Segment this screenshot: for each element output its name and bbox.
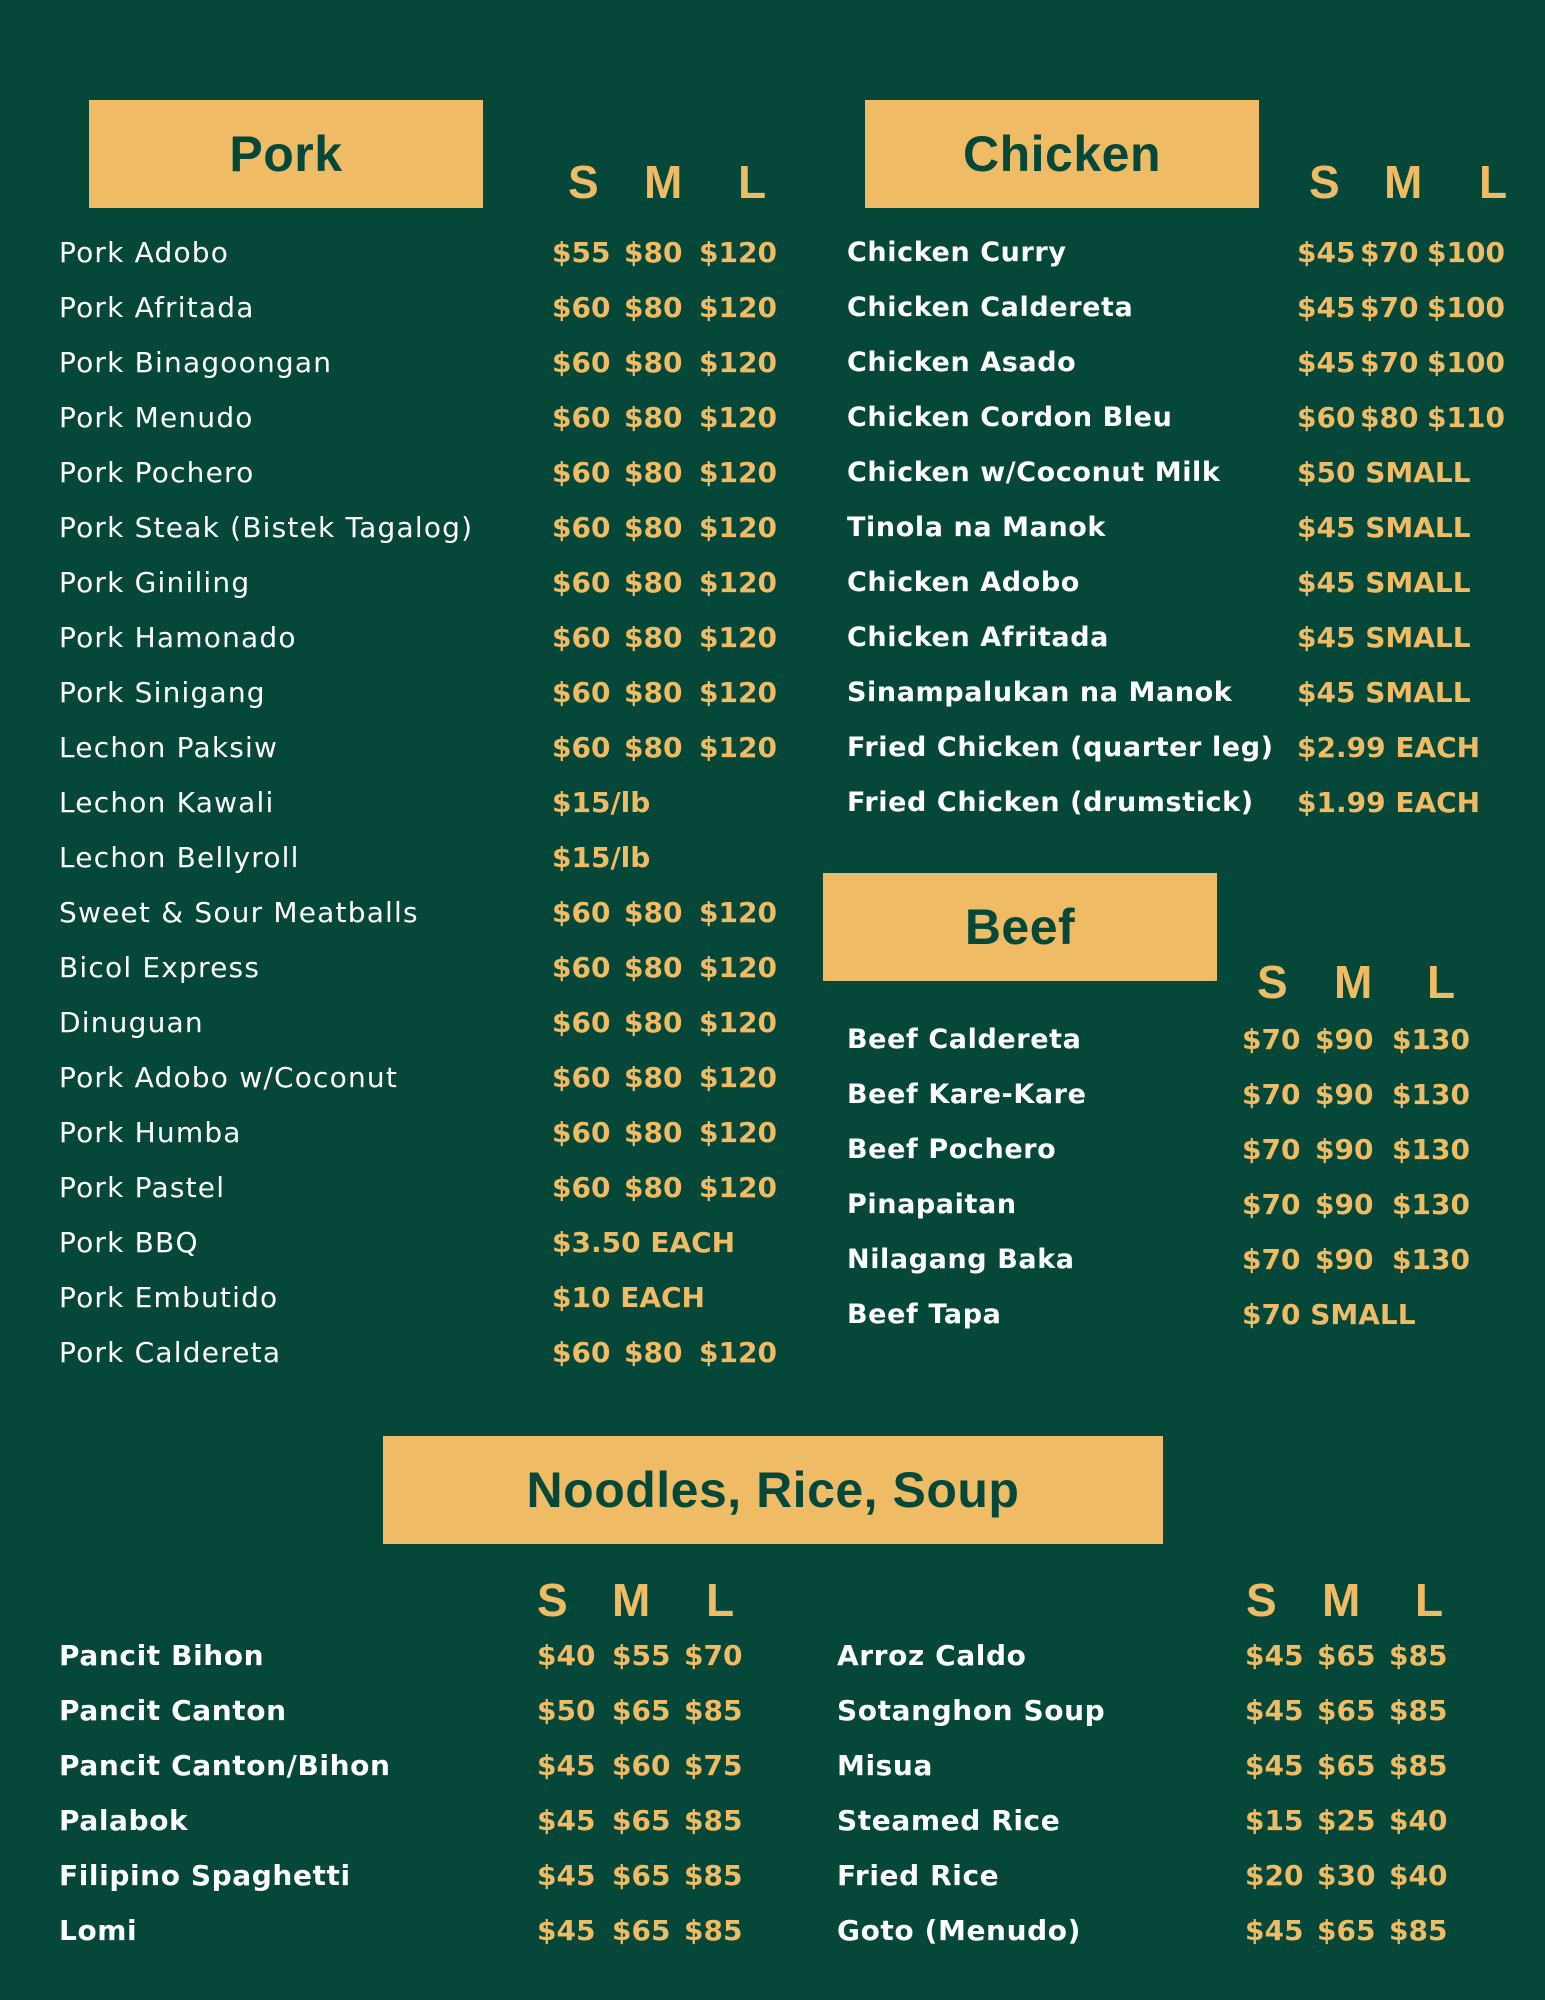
price-s: $60 bbox=[552, 401, 611, 434]
price-l: $120 bbox=[699, 1061, 777, 1094]
price-l: $130 bbox=[1392, 1188, 1470, 1221]
price-l: $120 bbox=[699, 621, 777, 654]
noodles-title: Noodles, Rice, Soup bbox=[526, 1462, 1020, 1518]
item-name: Sweet & Sour Meatballs bbox=[59, 896, 419, 929]
price-m: $80 bbox=[624, 731, 683, 764]
price-m: $65 bbox=[612, 1914, 671, 1947]
item-name: Pork BBQ bbox=[59, 1226, 199, 1259]
item-name: Pork Afritada bbox=[59, 291, 255, 324]
price-l: $120 bbox=[699, 951, 777, 984]
price-s: $45 bbox=[1245, 1639, 1304, 1672]
price-s: $45 bbox=[1297, 291, 1356, 324]
price-l: $130 bbox=[1392, 1133, 1470, 1166]
price-m: $70 bbox=[1360, 346, 1419, 379]
item-name: Lechon Paksiw bbox=[59, 731, 279, 764]
menu-item-row bbox=[59, 1058, 799, 1113]
pork-item-list bbox=[59, 233, 799, 1388]
price-s: $2.99 EACH bbox=[1297, 731, 1481, 764]
price-s: $70 bbox=[1242, 1243, 1301, 1276]
price-s: $60 bbox=[552, 1006, 611, 1039]
menu-item-row bbox=[847, 508, 1507, 563]
price-l: $40 bbox=[1389, 1804, 1448, 1837]
price-s: $60 bbox=[552, 731, 611, 764]
price-l: $120 bbox=[699, 346, 777, 379]
price-l: $120 bbox=[699, 676, 777, 709]
noodles-left-item-list bbox=[59, 1636, 759, 1966]
item-name: Nilagang Baka bbox=[847, 1244, 1075, 1275]
noodles-right-item-list bbox=[837, 1636, 1537, 1966]
menu-item-row bbox=[847, 1295, 1507, 1350]
item-name: Sinampalukan na Manok bbox=[847, 677, 1233, 708]
price-l: $120 bbox=[699, 1116, 777, 1149]
price-s: $70 SMALL bbox=[1242, 1298, 1416, 1331]
price-m: $25 bbox=[1317, 1804, 1376, 1837]
price-s: $15/lb bbox=[552, 786, 651, 819]
menu-item-row bbox=[59, 1691, 759, 1746]
price-m: $60 bbox=[612, 1749, 671, 1782]
size-s: S bbox=[1246, 1574, 1277, 1626]
price-m: $90 bbox=[1315, 1023, 1374, 1056]
price-s: $50 bbox=[537, 1694, 596, 1727]
item-name: Pancit Canton bbox=[59, 1694, 287, 1727]
price-s: $10 EACH bbox=[552, 1281, 705, 1314]
price-l: $100 bbox=[1427, 346, 1505, 379]
price-s: $70 bbox=[1242, 1188, 1301, 1221]
size-l: L bbox=[738, 156, 767, 208]
price-s: $45 SMALL bbox=[1297, 621, 1471, 654]
size-s: S bbox=[1257, 956, 1288, 1008]
price-m: $65 bbox=[1317, 1694, 1376, 1727]
price-l: $120 bbox=[699, 896, 777, 929]
menu-item-row bbox=[847, 783, 1507, 838]
item-name: Tinola na Manok bbox=[847, 512, 1106, 543]
pork-title: Pork bbox=[229, 126, 343, 182]
price-s: $60 bbox=[552, 456, 611, 489]
price-m: $65 bbox=[1317, 1914, 1376, 1947]
price-l: $100 bbox=[1427, 291, 1505, 324]
chicken-title: Chicken bbox=[962, 126, 1161, 182]
price-l: $85 bbox=[1389, 1639, 1448, 1672]
size-m: M bbox=[1334, 956, 1373, 1008]
price-s: $60 bbox=[552, 566, 611, 599]
menu-item-row bbox=[59, 728, 799, 783]
menu-item-row bbox=[59, 1636, 759, 1691]
menu-item-row bbox=[847, 728, 1507, 783]
menu-item-row bbox=[59, 673, 799, 728]
price-m: $80 bbox=[624, 621, 683, 654]
price-l: $110 bbox=[1427, 401, 1505, 434]
price-l: $120 bbox=[699, 291, 777, 324]
size-m: M bbox=[644, 156, 683, 208]
price-l: $120 bbox=[699, 1171, 777, 1204]
price-s: $45 bbox=[537, 1749, 596, 1782]
item-name: Lomi bbox=[59, 1914, 138, 1947]
price-s: $1.99 EACH bbox=[1297, 786, 1481, 819]
price-m: $80 bbox=[1360, 401, 1419, 434]
price-s: $3.50 EACH bbox=[552, 1226, 736, 1259]
menu-item-row bbox=[59, 343, 799, 398]
price-m: $80 bbox=[624, 346, 683, 379]
price-m: $80 bbox=[624, 511, 683, 544]
item-name: Beef Pochero bbox=[847, 1134, 1057, 1165]
price-l: $120 bbox=[699, 566, 777, 599]
price-s: $60 bbox=[552, 511, 611, 544]
item-name: Pork Embutido bbox=[59, 1281, 279, 1314]
beef-title: Beef bbox=[964, 899, 1076, 955]
item-name: Chicken Asado bbox=[847, 347, 1077, 378]
price-l: $130 bbox=[1392, 1023, 1470, 1056]
item-name: Misua bbox=[837, 1749, 933, 1782]
item-name: Filipino Spaghetti bbox=[59, 1859, 351, 1892]
item-name: Sotanghon Soup bbox=[837, 1694, 1106, 1727]
menu-item-row bbox=[847, 1185, 1507, 1240]
item-name: Fried Chicken (quarter leg) bbox=[847, 732, 1274, 763]
menu-item-row bbox=[59, 1333, 799, 1388]
beef-item-list bbox=[847, 1020, 1507, 1350]
menu-item-row bbox=[847, 288, 1507, 343]
price-m: $65 bbox=[1317, 1749, 1376, 1782]
price-s: $60 bbox=[552, 1336, 611, 1369]
size-m: M bbox=[1384, 156, 1423, 208]
size-m: M bbox=[1322, 1574, 1361, 1626]
menu-item-row bbox=[59, 1911, 759, 1966]
item-name: Pork Menudo bbox=[59, 401, 254, 434]
price-s: $60 bbox=[552, 676, 611, 709]
menu-item-row bbox=[847, 1240, 1507, 1295]
price-m: $80 bbox=[624, 1336, 683, 1369]
price-s: $45 SMALL bbox=[1297, 566, 1471, 599]
price-m: $90 bbox=[1315, 1243, 1374, 1276]
menu-item-row bbox=[59, 1223, 799, 1278]
item-name: Pork Caldereta bbox=[59, 1336, 282, 1369]
price-s: $70 bbox=[1242, 1023, 1301, 1056]
price-m: $80 bbox=[624, 676, 683, 709]
price-l: $120 bbox=[699, 456, 777, 489]
price-s: $60 bbox=[552, 1171, 611, 1204]
item-name: Palabok bbox=[59, 1804, 189, 1837]
menu-item-row bbox=[59, 453, 799, 508]
price-l: $120 bbox=[699, 1006, 777, 1039]
price-m: $80 bbox=[624, 1171, 683, 1204]
item-name: Pork Giniling bbox=[59, 566, 251, 599]
menu-item-row bbox=[59, 1003, 799, 1058]
size-l: L bbox=[1479, 156, 1508, 208]
menu-item-row bbox=[837, 1636, 1537, 1691]
price-m: $80 bbox=[624, 291, 683, 324]
price-s: $70 bbox=[1242, 1133, 1301, 1166]
menu-item-row bbox=[837, 1856, 1537, 1911]
price-m: $80 bbox=[624, 1006, 683, 1039]
item-name: Arroz Caldo bbox=[837, 1639, 1027, 1672]
price-s: $45 bbox=[537, 1914, 596, 1947]
price-m: $80 bbox=[624, 1061, 683, 1094]
item-name: Pork Pochero bbox=[59, 456, 255, 489]
price-s: $55 bbox=[552, 236, 611, 269]
menu-item-row bbox=[59, 233, 799, 288]
item-name: Fried Chicken (drumstick) bbox=[847, 787, 1254, 818]
menu-item-row bbox=[837, 1801, 1537, 1856]
menu-item-row bbox=[59, 948, 799, 1003]
price-s: $15/lb bbox=[552, 841, 651, 874]
price-l: $70 bbox=[684, 1639, 743, 1672]
price-l: $85 bbox=[684, 1694, 743, 1727]
price-m: $65 bbox=[612, 1859, 671, 1892]
item-name: Pork Adobo w/Coconut bbox=[59, 1061, 399, 1094]
menu-item-row bbox=[847, 618, 1507, 673]
price-s: $45 bbox=[1245, 1914, 1304, 1947]
price-s: $45 bbox=[1245, 1749, 1304, 1782]
menu-item-row bbox=[59, 838, 799, 893]
menu-item-row bbox=[59, 508, 799, 563]
price-s: $45 bbox=[537, 1859, 596, 1892]
item-name: Pork Adobo bbox=[59, 236, 230, 269]
item-name: Beef Tapa bbox=[847, 1299, 1002, 1330]
price-s: $15 bbox=[1245, 1804, 1304, 1837]
price-m: $70 bbox=[1360, 236, 1419, 269]
menu-item-row bbox=[59, 398, 799, 453]
size-l: L bbox=[1415, 1574, 1444, 1626]
price-s: $50 SMALL bbox=[1297, 456, 1471, 489]
price-s: $60 bbox=[552, 951, 611, 984]
item-name: Pancit Bihon bbox=[59, 1639, 265, 1672]
menu-item-row bbox=[59, 1278, 799, 1333]
item-name: Chicken Cordon Bleu bbox=[847, 402, 1173, 433]
noodles-banner bbox=[383, 1436, 1163, 1544]
price-m: $90 bbox=[1315, 1133, 1374, 1166]
price-m: $55 bbox=[612, 1639, 671, 1672]
item-name: Pork Sinigang bbox=[59, 676, 266, 709]
menu-item-row bbox=[847, 1020, 1507, 1075]
item-name: Pancit Canton/Bihon bbox=[59, 1749, 391, 1782]
menu-item-row bbox=[847, 453, 1507, 508]
price-m: $80 bbox=[624, 236, 683, 269]
price-s: $60 bbox=[552, 621, 611, 654]
menu-item-row bbox=[59, 1168, 799, 1223]
menu-item-row bbox=[847, 563, 1507, 618]
price-l: $85 bbox=[684, 1804, 743, 1837]
price-s: $60 bbox=[552, 1116, 611, 1149]
price-m: $70 bbox=[1360, 291, 1419, 324]
item-name: Pork Binagoongan bbox=[59, 346, 333, 379]
price-s: $60 bbox=[552, 1061, 611, 1094]
beef-banner bbox=[823, 873, 1217, 981]
price-s: $45 SMALL bbox=[1297, 676, 1471, 709]
price-l: $120 bbox=[699, 731, 777, 764]
price-l: $85 bbox=[684, 1914, 743, 1947]
price-l: $85 bbox=[684, 1859, 743, 1892]
item-name: Steamed Rice bbox=[837, 1804, 1061, 1837]
price-m: $90 bbox=[1315, 1078, 1374, 1111]
menu-item-row bbox=[837, 1911, 1537, 1966]
menu-item-row bbox=[847, 343, 1507, 398]
item-name: Lechon Bellyroll bbox=[59, 841, 300, 874]
price-l: $130 bbox=[1392, 1078, 1470, 1111]
item-name: Beef Caldereta bbox=[847, 1024, 1082, 1055]
price-m: $90 bbox=[1315, 1188, 1374, 1221]
price-l: $130 bbox=[1392, 1243, 1470, 1276]
price-l: $85 bbox=[1389, 1694, 1448, 1727]
size-l: L bbox=[706, 1574, 735, 1626]
price-l: $120 bbox=[699, 1336, 777, 1369]
price-l: $40 bbox=[1389, 1859, 1448, 1892]
menu-item-row bbox=[847, 673, 1507, 728]
item-name: Beef Kare-Kare bbox=[847, 1079, 1087, 1110]
price-m: $30 bbox=[1317, 1859, 1376, 1892]
item-name: Goto (Menudo) bbox=[837, 1914, 1081, 1947]
price-m: $65 bbox=[612, 1804, 671, 1837]
item-name: Chicken Afritada bbox=[847, 622, 1109, 653]
menu-item-row bbox=[59, 1801, 759, 1856]
item-name: Bicol Express bbox=[59, 951, 261, 984]
price-m: $80 bbox=[624, 456, 683, 489]
price-m: $80 bbox=[624, 401, 683, 434]
menu-item-row bbox=[59, 893, 799, 948]
price-s: $45 SMALL bbox=[1297, 511, 1471, 544]
price-m: $65 bbox=[612, 1694, 671, 1727]
price-m: $65 bbox=[1317, 1639, 1376, 1672]
price-l: $85 bbox=[1389, 1749, 1448, 1782]
menu-item-row bbox=[847, 1075, 1507, 1130]
price-m: $80 bbox=[624, 896, 683, 929]
menu-item-row bbox=[837, 1746, 1537, 1801]
price-l: $85 bbox=[1389, 1914, 1448, 1947]
price-s: $70 bbox=[1242, 1078, 1301, 1111]
price-s: $45 bbox=[1297, 236, 1356, 269]
menu-item-row bbox=[59, 288, 799, 343]
price-m: $80 bbox=[624, 951, 683, 984]
price-l: $100 bbox=[1427, 236, 1505, 269]
chicken-item-list bbox=[847, 233, 1507, 838]
size-s: S bbox=[1309, 156, 1340, 208]
menu-item-row bbox=[59, 783, 799, 838]
menu-item-row bbox=[59, 563, 799, 618]
chicken-banner bbox=[865, 100, 1259, 208]
menu-item-row bbox=[59, 1113, 799, 1168]
item-name: Lechon Kawali bbox=[59, 786, 275, 819]
item-name: Pork Humba bbox=[59, 1116, 242, 1149]
price-s: $60 bbox=[552, 896, 611, 929]
size-s: S bbox=[568, 156, 599, 208]
item-name: Fried Rice bbox=[837, 1859, 1000, 1892]
price-l: $120 bbox=[699, 511, 777, 544]
item-name: Chicken Caldereta bbox=[847, 292, 1134, 323]
item-name: Pork Steak (Bistek Tagalog) bbox=[59, 511, 474, 544]
price-s: $45 bbox=[1297, 346, 1356, 379]
menu-item-row bbox=[847, 1130, 1507, 1185]
price-s: $60 bbox=[552, 291, 611, 324]
menu-item-row bbox=[59, 1856, 759, 1911]
size-m: M bbox=[612, 1574, 651, 1626]
item-name: Pork Pastel bbox=[59, 1171, 226, 1204]
item-name: Chicken Adobo bbox=[847, 567, 1080, 598]
price-l: $75 bbox=[684, 1749, 743, 1782]
menu-item-row bbox=[847, 398, 1507, 453]
item-name: Chicken w/Coconut Milk bbox=[847, 457, 1221, 488]
price-s: $45 bbox=[1245, 1694, 1304, 1727]
price-s: $60 bbox=[552, 346, 611, 379]
price-s: $45 bbox=[537, 1804, 596, 1837]
menu-item-row bbox=[59, 1746, 759, 1801]
menu-item-row bbox=[847, 233, 1507, 288]
size-s: S bbox=[537, 1574, 568, 1626]
menu-item-row bbox=[59, 618, 799, 673]
price-s: $60 bbox=[1297, 401, 1356, 434]
price-l: $120 bbox=[699, 401, 777, 434]
item-name: Chicken Curry bbox=[847, 237, 1067, 268]
item-name: Pork Hamonado bbox=[59, 621, 297, 654]
price-s: $40 bbox=[537, 1639, 596, 1672]
price-m: $80 bbox=[624, 1116, 683, 1149]
size-l: L bbox=[1427, 956, 1456, 1008]
price-s: $20 bbox=[1245, 1859, 1304, 1892]
pork-banner bbox=[89, 100, 483, 208]
price-m: $80 bbox=[624, 566, 683, 599]
item-name: Dinuguan bbox=[59, 1006, 204, 1039]
menu-item-row bbox=[837, 1691, 1537, 1746]
item-name: Pinapaitan bbox=[847, 1189, 1017, 1220]
price-l: $120 bbox=[699, 236, 777, 269]
